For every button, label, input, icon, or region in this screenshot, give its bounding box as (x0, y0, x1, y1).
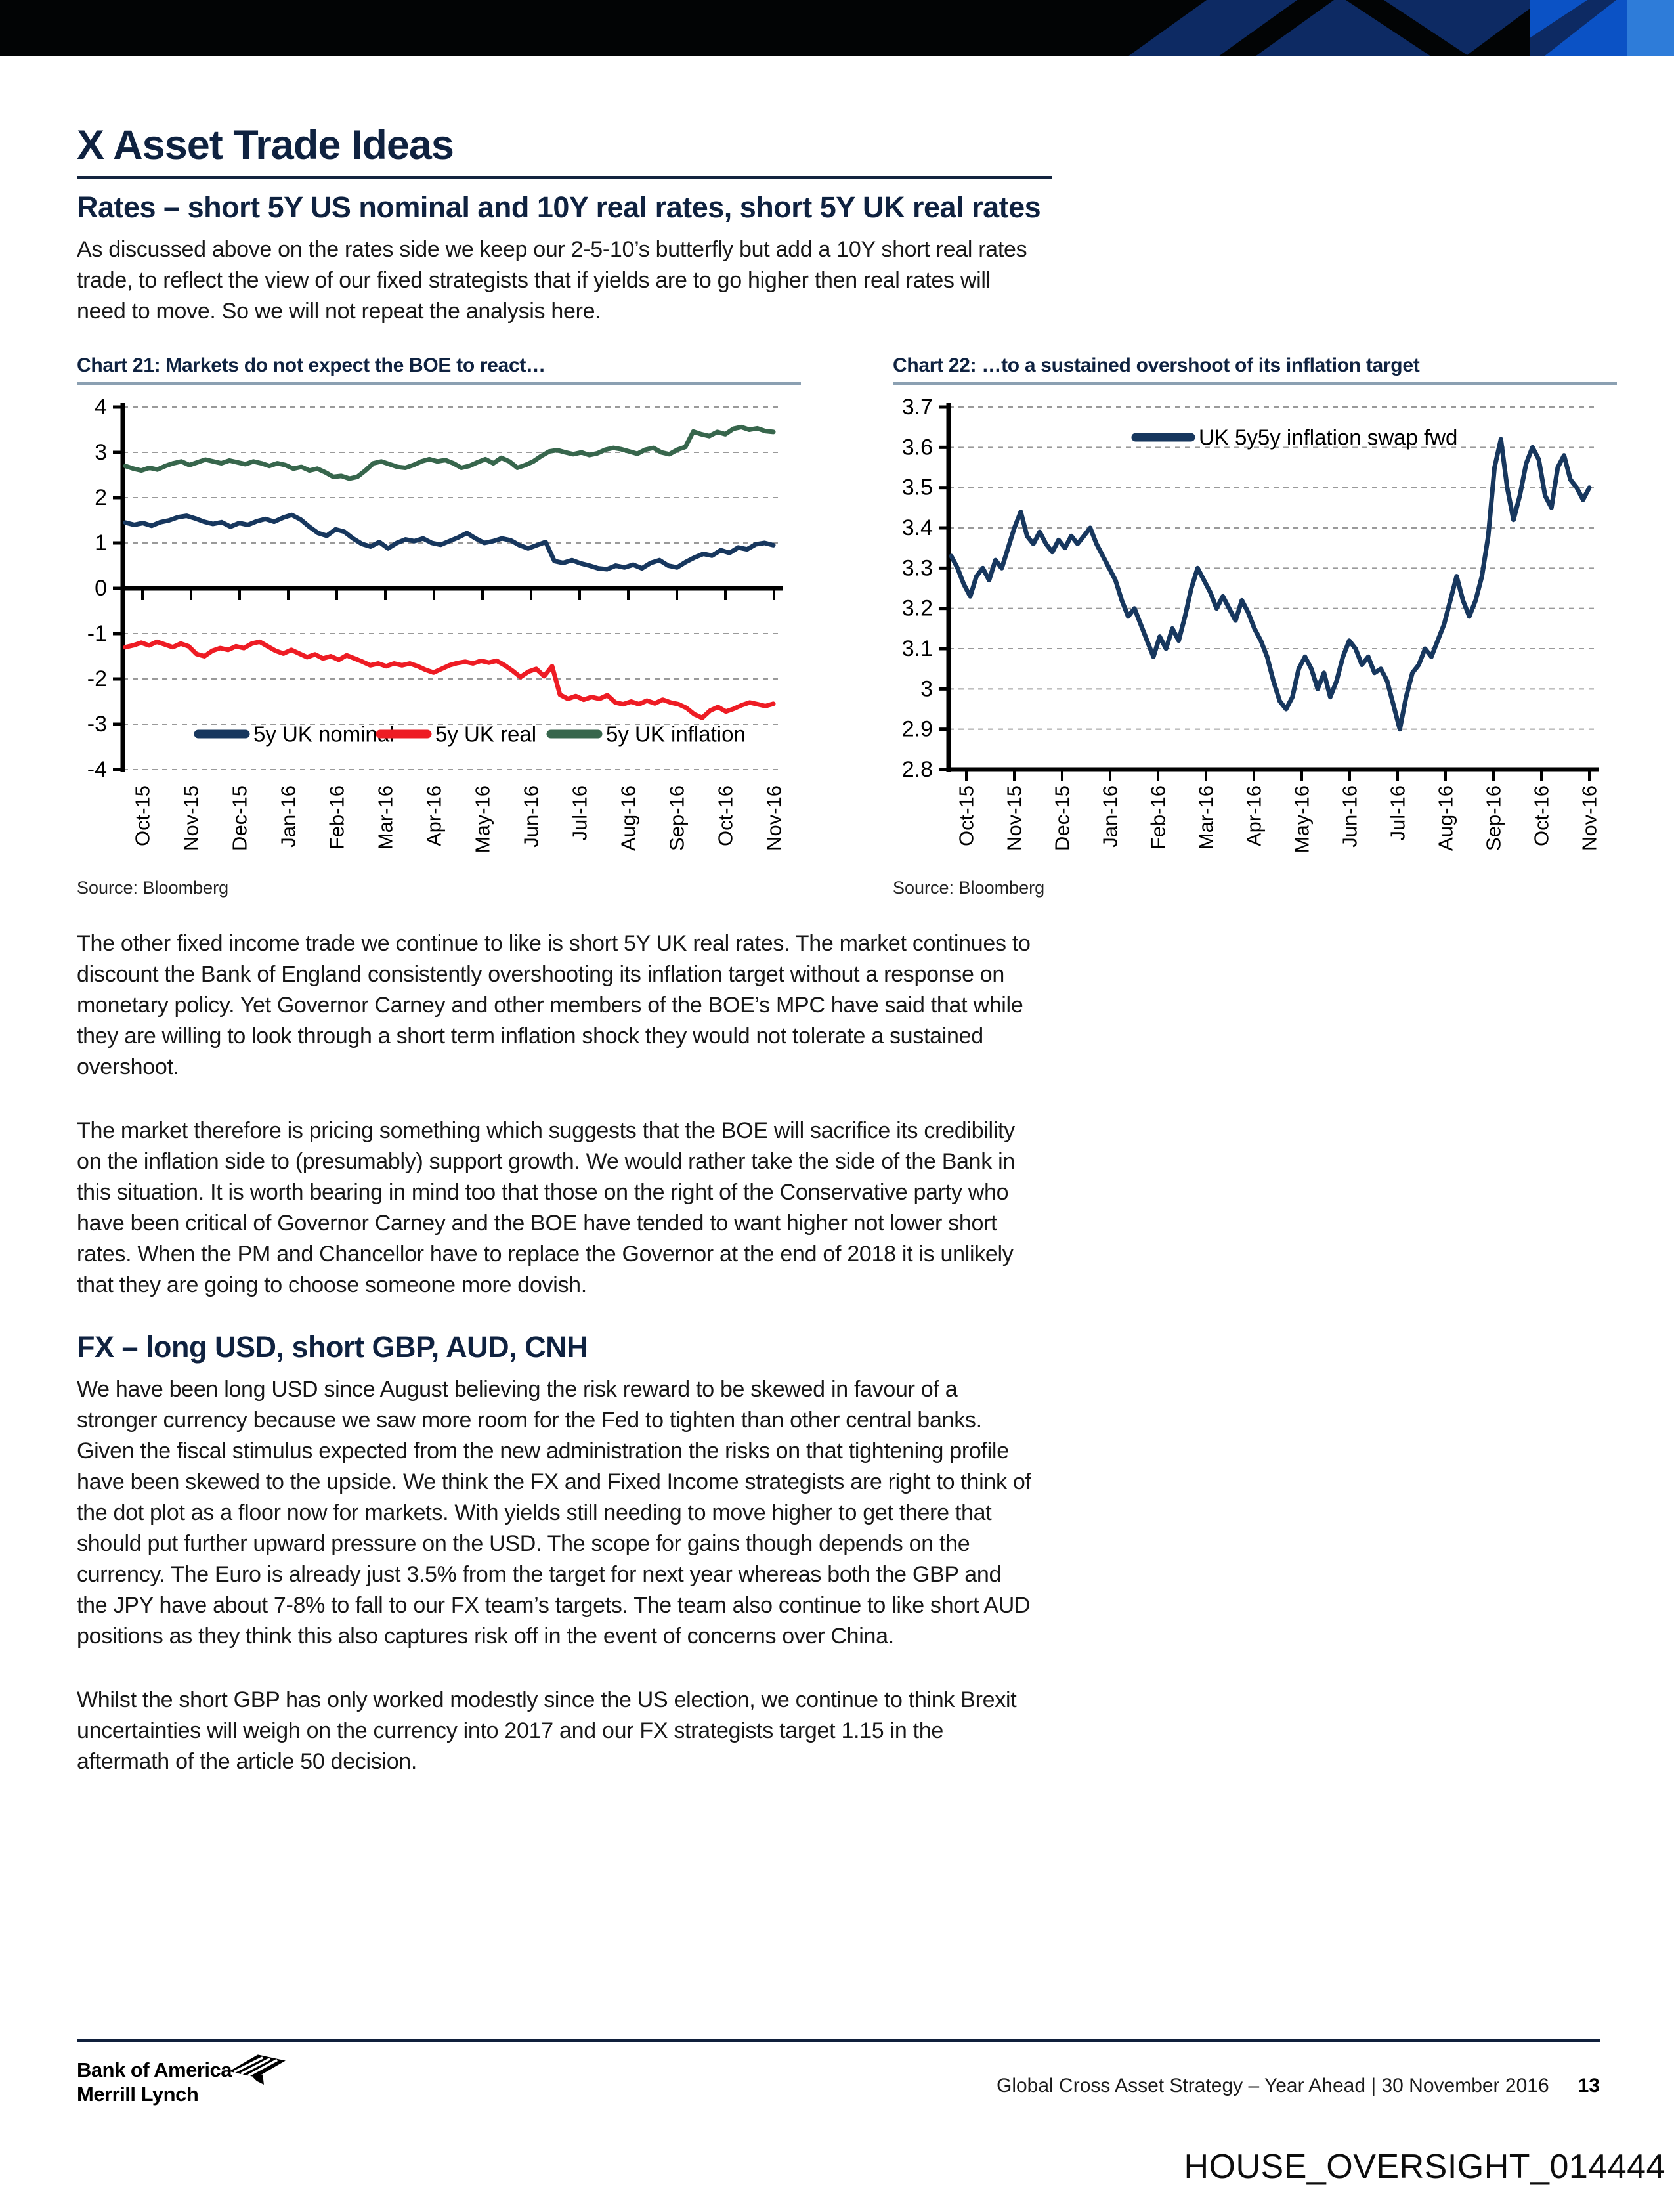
svg-text:2: 2 (95, 485, 107, 510)
svg-text:3.1: 3.1 (901, 636, 933, 661)
svg-text:Nov-15: Nov-15 (179, 785, 203, 851)
svg-text:1: 1 (95, 531, 107, 555)
svg-text:UK 5y5y inflation swap fwd: UK 5y5y inflation swap fwd (1199, 425, 1458, 450)
footer-right (997, 2058, 1600, 2106)
svg-text:5y UK real: 5y UK real (435, 722, 537, 747)
svg-text:-2: -2 (87, 666, 107, 691)
paragraph-rates-intro: As discussed above on the rates side we keep our 2-5-10’s butterfly but add a 10Y short real rates trade, to reflect the view of our fixed strategists that if yields are to go higher then real rates will need to move. So we will not repeat the analysis here. (77, 237, 1027, 324)
svg-text:-3: -3 (87, 712, 107, 737)
paragraph-fx-1: We have been long USD since August believing the risk reward to be skewed in favour of a stronger currency because we saw more room for the Fed to tighten than other central banks. Given the fiscal stimulus expected from the new administration the risks on that tightening profile have been skewed to the upside. We think the FX and Fixed Income strategists are right to think of the dot plot as a floor now for markets. With yields still needing to move higher to get there that should put further upward pressure on the USD. The scope for gains though depends on the currency. The Euro is already just 3.5% from the target for next year whereas both the GBP and the JPY have about 7-8% to fall to our FX team’s targets. The team also continue to like short AUD positions as they think this also captures risk off in the event of concerns over China. (77, 1377, 1031, 1649)
svg-text:Dec-15: Dec-15 (228, 785, 251, 851)
svg-text:4: 4 (95, 395, 107, 420)
charts-row (77, 355, 1620, 898)
svg-text:3.5: 3.5 (901, 475, 933, 500)
svg-text:Dec-15: Dec-15 (1050, 785, 1074, 851)
svg-text:Jul-16: Jul-16 (1386, 785, 1409, 841)
page-title: X Asset Trade Ideas (77, 123, 1052, 179)
paragraph-discussion-1: The other fixed income trade we continue to like is short 5Y UK real rates. The market continues to discount the Bank of England consistently overshooting its inflation target without a response on monetary policy. Yet Governor Carney and other members of the BOE’s MPC have said that while they are willing to look through a short term inflation shock they would not tolerate a sustained overshoot. (77, 931, 1031, 1079)
svg-text:Mar-16: Mar-16 (1194, 785, 1218, 850)
paragraph-discussion-2: The market therefore is pricing something which suggests that the BOE will sacrifice its credibility on the inflation side to (presumably) support growth. We would rather take the side of the Bank in this situation. It is worth bearing in mind too that those on the right of the Conservative party who have been critical of Governor Carney and the BOE have tended to want higher not lower short rates. When the PM and Chancellor have to replace the Governor at the end of 2018 it is unlikely that they are going to choose someone more dovish. (77, 1118, 1015, 1297)
svg-text:Jun-16: Jun-16 (519, 785, 543, 848)
svg-text:2.8: 2.8 (901, 757, 933, 782)
svg-text:Jan-16: Jan-16 (1098, 785, 1122, 848)
svg-text:Nov-16: Nov-16 (762, 785, 786, 851)
svg-text:Apr-16: Apr-16 (1242, 785, 1266, 847)
svg-text:Aug-16: Aug-16 (616, 785, 640, 851)
bates-stamp: HOUSE_OVERSIGHT_014444 (1184, 2148, 1665, 2186)
banner-graphic (0, 0, 1674, 56)
svg-text:-4: -4 (87, 757, 107, 782)
footer-page-number: 13 (1577, 2075, 1600, 2096)
logo-line-1: Bank of America (77, 2058, 232, 2081)
svg-text:Nov-16: Nov-16 (1577, 785, 1601, 851)
svg-text:May-16: May-16 (1290, 785, 1314, 854)
svg-text:Jun-16: Jun-16 (1338, 785, 1362, 848)
svg-text:2.9: 2.9 (901, 716, 933, 742)
chart-22-source: Source: Bloomberg (893, 878, 1045, 898)
svg-text:Jan-16: Jan-16 (276, 785, 300, 848)
svg-text:Oct-15: Oct-15 (955, 785, 978, 847)
chart-22 (893, 355, 1617, 898)
chart-22-canvas (893, 387, 1617, 877)
svg-text:Feb-16: Feb-16 (1146, 785, 1170, 850)
svg-text:Nov-15: Nov-15 (1002, 785, 1026, 851)
svg-text:-1: -1 (87, 621, 107, 646)
footer-report-title: Global Cross Asset Strategy – Year Ahead | 30 November 2016 (996, 2075, 1549, 2096)
svg-text:5y UK inflation: 5y UK inflation (606, 722, 746, 747)
bofa-merrill-logo (77, 2058, 232, 2106)
svg-text:Oct-15: Oct-15 (131, 785, 154, 847)
chart-22-title: Chart 22: …to a sustained overshoot of its inflation target (893, 355, 1420, 376)
chart-21 (77, 355, 801, 898)
svg-text:Apr-16: Apr-16 (422, 785, 446, 847)
svg-text:Sep-16: Sep-16 (665, 785, 689, 851)
footer-row (77, 2058, 1600, 2106)
svg-text:Feb-16: Feb-16 (325, 785, 349, 850)
svg-text:3.2: 3.2 (901, 596, 933, 621)
svg-text:Oct-16: Oct-16 (1530, 785, 1553, 847)
chart-21-title: Chart 21: Markets do not expect the BOE to react… (77, 355, 546, 376)
content-area (77, 56, 1620, 1777)
svg-text:3: 3 (920, 676, 933, 702)
chart-22-title-rule (893, 382, 1617, 385)
footer-rule (77, 2039, 1600, 2042)
section-heading-rates: Rates – short 5Y US nominal and 10Y real rates, short 5Y UK real rates (77, 190, 1041, 224)
svg-text:3.4: 3.4 (901, 515, 933, 540)
section-heading-fx: FX – long USD, short GBP, AUD, CNH (77, 1330, 588, 1364)
svg-text:3.3: 3.3 (901, 555, 933, 581)
page-footer (77, 2039, 1665, 2186)
svg-text:3.7: 3.7 (901, 395, 933, 420)
chart-21-title-rule (77, 382, 801, 385)
svg-text:0: 0 (95, 576, 107, 601)
logo-line-2: Merrill Lynch (77, 2083, 199, 2106)
svg-text:3: 3 (95, 440, 107, 465)
svg-text:May-16: May-16 (471, 785, 494, 854)
svg-text:Jul-16: Jul-16 (568, 785, 591, 841)
svg-text:Aug-16: Aug-16 (1434, 785, 1457, 851)
svg-text:3.6: 3.6 (901, 435, 933, 460)
paragraph-fx-2: Whilst the short GBP has only worked modestly since the US election, we continue to think Brexit uncertainties will weigh on the currency into 2017 and our FX strategists target 1.15 in the aftermath of the article 50 decision. (77, 1687, 1017, 1774)
svg-text:Sep-16: Sep-16 (1482, 785, 1505, 851)
chart-21-source: Source: Bloomberg (77, 878, 229, 898)
bofa-flag-icon (226, 2050, 287, 2092)
chart-21-canvas (77, 387, 801, 877)
svg-text:Mar-16: Mar-16 (374, 785, 397, 850)
svg-text:5y UK nominal: 5y UK nominal (253, 722, 395, 747)
svg-text:Oct-16: Oct-16 (714, 785, 737, 847)
